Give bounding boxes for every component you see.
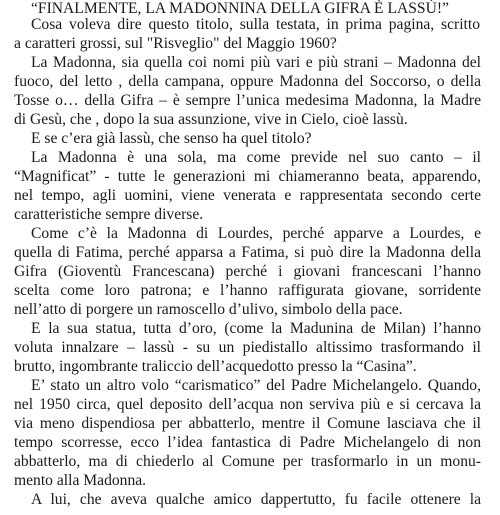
text-line-10: nel tempo, agli uomini, viene venerata e rappresentata secondo certe (14, 187, 481, 204)
text-line-23: tempo scorresse, ecco l’idea fantastica di Padre Michelangelo di non (14, 434, 481, 451)
text-line-1: Cosa voleva dire questo titolo, sulla testata, in prima pagina, scritto (31, 16, 480, 33)
text-line-16: nell’atto di porgere un ramoscello d’ulivo, simbolo della pace. (14, 301, 403, 318)
text-line-21: nel 1950 circa, quel deposito dell’acqua non serviva più e si cercava la (14, 396, 481, 413)
text-line-8: La Madonna è una sola, ma come previde nel suo canto – il (31, 149, 481, 166)
text-line-25: mento alla Madonna. (14, 472, 147, 489)
text-line-7: E se c’era già lassù, che senso ha quel titolo? (31, 130, 312, 147)
text-line-26: A lui, che aveva qualche amico dappertutto, fu facile ottenere la (31, 491, 481, 508)
text-line-24: abbatterlo, ma di chiederlo al Comune per trasformarlo in un monu- (14, 453, 481, 470)
text-line-6: di Gesù, che , dopo la sua assunzione, vive in Cielo, cioè lassù. (14, 111, 408, 128)
text-line-9: “Magnificat” - tutte le generazioni mi chiameranno beata, apparendo, (14, 168, 481, 185)
text-line-13: quella di Fatima, perché apparsa a Fatima, si può dire la Madonna della (14, 244, 481, 261)
text-line-5: Tosse o… della Gifra – è sempre l’unica medesima Madonna, la Madre (14, 92, 481, 109)
text-line-11: caratteristiche sempre diverse. (14, 206, 204, 223)
text-line-15: scelta come loro patrona; e l’hanno raffigurata giovane, sorridente (14, 282, 481, 299)
text-line-3: La Madonna, sia quella coi nomi più vari e più strani – Madonna del (31, 54, 481, 71)
article-title: “FINALMENTE, LA MADONNINA DELLA GIFRA È LASSÙ!” (31, 0, 449, 17)
text-line-4: fuoco, del letto , della campana, oppure Madonna del Soccorso, o della (14, 73, 481, 90)
text-line-18: voluta innalzare – lassù - su un piedistallo altissimo trasformando il (14, 339, 481, 356)
text-line-12: Come c’è la Madonna di Lourdes, perché apparve a Lourdes, e (31, 225, 481, 242)
text-line-22: via meno dispendiosa per abbatterlo, mentre il Comune lasciava che il (14, 415, 481, 432)
text-line-17: E la sua statua, tutta d’oro, (come la Madunina de Milan) l’hanno (31, 320, 481, 337)
text-line-19: brutto, ingombrante traliccio dell’acquedotto presso la “Casina”. (14, 358, 417, 375)
text-line-14: Gifra (Gioventù Francescana) perché i giovani francescani l’hanno (14, 263, 481, 280)
text-line-2: a caratteri grossi, sul "Risveglio" del Maggio 1960? (14, 35, 337, 52)
text-line-20: E’ stato un altro volo “carismatico” del Padre Michelangelo. Quando, (31, 377, 481, 394)
